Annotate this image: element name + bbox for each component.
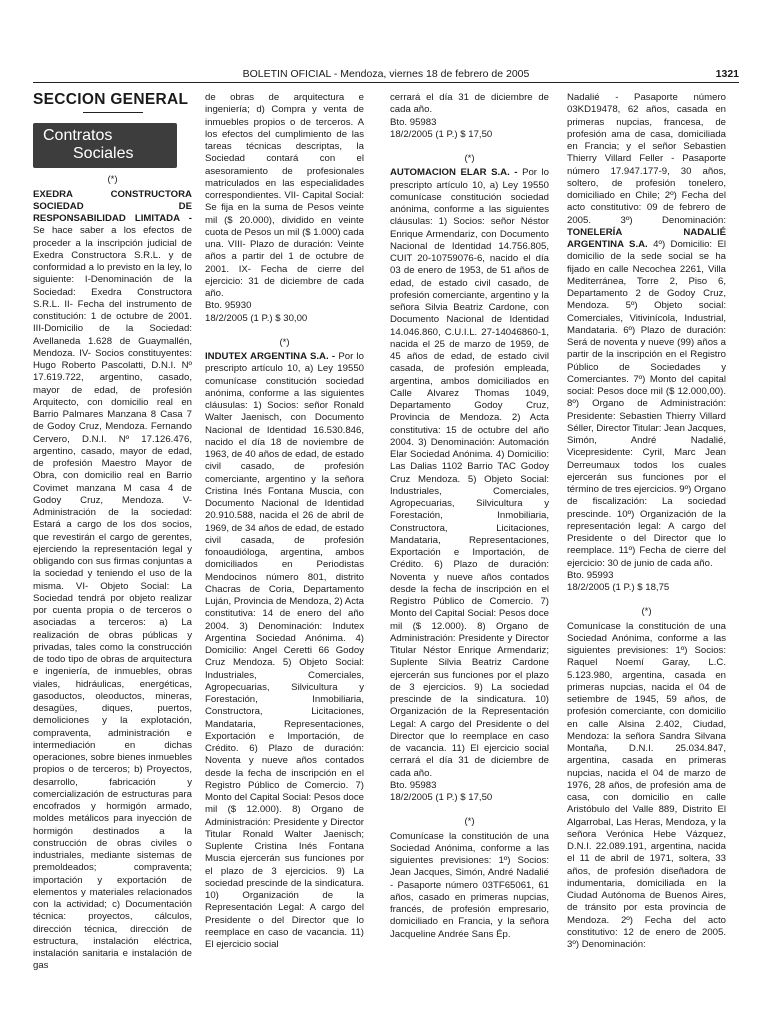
notice-exedra-continued: de obras de arquitectura e ingeniería; d) Compra y venta de inmuebles propios o de terceros. A los efectos del cumplimiento de las tareas técnicas descriptas, la Sociedad contará con el asesoramiento de profesionales matriculados en las especialidades correspondientes. VII- Capital Social: Se fija en la suma de Pesos veinte mil ($ 20.000), dividido en veinte cuota de Pesos un mil ($ 1.000) cada una. VIII- Plazo de duración: Veinte años a partir del 1 de octubre de 2001. IX- Fecha de cierre del ejercicio: 31 de diciembre de cada año. (205, 92, 364, 299)
column-3 (390, 92, 549, 941)
receipt-number: Bto. 95983 (390, 779, 437, 791)
notice-garay: Comunícase la constitución de una Sociedad Anónima, conforme a las siguientes previsiones: 1º) Socios: Raquel Noemí Garay, L.C. 5.123.980, argentina, casada en primeras nupcias, nacida el 04 de setiembre de 1945, 59 años, de profesión comerciante, con domicilio en calle Alsina 2.402, Ciudad, Mendoza: la señora Sandra Silvana Montaña, D.N.I. 25.034.847, argentina, casada en primeras nupcias, nacida el 04 de marzo de 1976, 28 años, de profesión ama de casa, con domicilio en calle Aristóbulo del Valle 889, Distrito El Algarrobal, Las Heras, Mendoza, y la señora Verónica Hebe Vázquez, D.N.I. 22.089.191, argentina, nacida el 11 de abril de 1971, soltera, 33 años, de profesión diseñadora de indumentaria, domiciliada en la Ciudad Autónoma de Buenos Aires, de tránsito por esta provincia de Mendoza. 2º) Fecha del acto constitutivo: 12 de enero de 2005. 3º) Denominación: (567, 620, 726, 950)
receipt-number: Bto. 95983 (390, 116, 437, 128)
notice-toneleria-continued (567, 92, 726, 570)
notice-toneleria-text-b: 4º) Domicilio: El domicilio de la sede social se ha fijado en calle Necochea 2261, Villa Mediterránea, Torre 2, Piso 6, Departamento 2 de Godoy Cruz, Mendoza. 5º) Objeto social: Comerciales, Vitivinícola, Industrial, Mandataria. 6º) Plazo de duración: Será de noventa y nueve (99) años a partir de la inscripción en el Registro Público de Sociedades y Comerciantes. 7º) Monto del capital social: Pesos doce mil ($ 12.000,00). 8º) Organo de Administración: Presidente: Sebastien Thierry Villard Séller, Director Titular: Jean Jacques, Simón, André Nadalié, Vicepresidente: Cyril, Marc Jean Derreumaux todos los cuales ejercerán sus funciones por el término de tres ejercicios. 9º) Organo de fiscalización: La sociedad prescinde. 10º) Organización de la representación legal: A cargo del Presidente o del Director que lo reemplace. 11º) Fecha de cierre del ejercicio: 30 de junio de cada año. (567, 239, 727, 569)
publication-date: 18/2/2005 (1 P.) $ 30,00 (205, 312, 308, 324)
column-2 (205, 92, 364, 951)
notice-toneleria-name: TONELERÍA NADALIÉ ARGENTINA S.A. (567, 226, 726, 250)
section-title: SECCION GENERAL (33, 91, 189, 108)
category-box (33, 123, 177, 168)
notice-automacion (390, 167, 549, 780)
publication-date: 18/2/2005 (1 P.) $ 18,75 (567, 582, 670, 593)
publication-date: 18/2/2005 (1 P.) $ 17,50 (390, 128, 493, 140)
page-number: 1321 (715, 68, 739, 80)
notice-indutex-continued: cerrará el día 31 de diciembre de cada año. (390, 92, 549, 116)
column-4 (567, 92, 726, 951)
section-divider (83, 112, 143, 113)
notice-exedra (33, 189, 192, 973)
publication-date: 18/2/2005 (1 P.) $ 17,50 (390, 792, 493, 803)
category-line-2: Sociales (73, 145, 134, 163)
notice-exedra-title: EXEDRA CONSTRUCTORA SOCIEDAD DE RESPONSABILIDAD LIMITADA - (33, 188, 192, 224)
page-header (33, 68, 739, 82)
receipt-number: Bto. 95930 (205, 300, 252, 312)
notice-automacion-title: AUTOMACION ELAR S.A. - (390, 167, 518, 179)
notice-marker: (*) (107, 174, 118, 186)
bulletin-title: BOLETIN OFICIAL - Mendoza, viernes 18 de febrero de 2005 (242, 68, 530, 80)
notice-automacion-body: Por lo prescripto artículo 10, a) Ley 19550 comunícase constitución sociedad anónima, conforme a las siguientes cláusulas: 1) Socios: señor Néstor Enrique Armendariz, con Documento Nacional de Identidad 14.756.805, CUIT 20-10759076-6, nacido el día 03 de enero de 1953, de 51 años de edad, de estado civil casado, de profesión comerciante, argentino y la señora Silvia Beatriz Cardone, con Documento Nacional de Identidad 14.046.860, C.U.I.L. 27-14046860-1, nacida el 25 de marzo de 1959, de 45 años de edad, de estado civil casada, de profesión empleada, argentina, ambos domiciliados en Calle Alvarez Thomas 1049, Departamento Godoy Cruz, Provincia de Mendoza. 2) Acta constitutiva: 15 de octubre del año 2004. 3) Denominación: Automación Elar Sociedad Anónima. 4) Domicilio: Las Dalias 1102 Barrio TAC Godoy Cruz Mendoza. 5) Objeto Social: Industriales, Comerciales, Agropecuarias, Silvicultura y Forestación, Inmobiliaria, Constructora, Licitaciones, Mandataria, Representaciones, Exportación e Importación, de Crédito. 6) Plazo de duración: Noventa y nueve años contados desde la fecha de inscripción en el Registro Público de Comercio. 7) Monto del Capital Social: Pesos doce mil ($ 12.000). 8) Organo de Administración: Presidente y Director Titular Néstor Enrique Armendariz; Suplente Silvia Beatriz Cardone ejercerán sus funciones por el plazo de 3 ejercicios. 9) La sociedad prescinde de la sindicatura. 10) Organización de la Representación Legal: A cargo del Presidente o del Director que lo reemplace en caso de vacancia. 11) El ejercicio social cerrará el día 31 de diciembre de cada año. (390, 167, 549, 779)
notice-toneleria: Comunícase la constitución de una Sociedad Anónima, conforme a las siguientes previsiones: 1º) Socios: Jean Jacques, Simón, André Nadalié - Pasaporte número 03TF65061, 61 años, casado en primeras nupcias, francés, de profesión empresario, domiciliado en Francia, y la señora Jacqueline Andrée Sans Ép. (390, 830, 549, 940)
column-1 (33, 92, 192, 973)
notice-toneleria-text-a: Nadalié - Pasaporte número 03KD19478, 62 años, casada en primeras nupcias, francesa, de profesión ama de casa, domiciliada en Francia; y el señor Sebastien Thierry Villard Feller - Pasaporte número 17.947.177-9, 30 años, soltero, de profesión tonelero, domiciliado en Chile; 2º) Fecha del acto constitutivo: 09 de febrero de 2005. 3º) Denominación: (567, 92, 726, 226)
header-divider (33, 82, 739, 83)
notice-exedra-body: Se hace saber a los efectos de proceder a la inscripción judicial de Exedra Constructora S.R.L. y de conformidad a lo previsto en la ley, lo siguiente: I-Denominación de la Sociedad: Exedra Constructora S.R.L. II- Fecha del instrumento de constitución: 1 de octubre de 2001. III-Domicilio de la Sociedad: Avellaneda 1.628 de Guaymallén, Mendoza. IV- Socios constituyentes: Hugo Roberto Pascolatti, D.N.I. Nº 17.619.722, argentino, casado, mayor de edad, de profesión Arquitecto, con domicilio real en Barrio Palmares Manzana 8 Casa 7 de Godoy Cruz, Mendoza. Fernando Cervero, D.N.I. Nº 17.126.476, argentino, casado, mayor de edad, de profesión Maestro Mayor de Obra, con domicilio real en Barrio Covimet manzana M casa 4 de Godoy Cruz, Mendoza. V- Administración de la sociedad: Estará a cargo de los dos socios, que revestirán el cargo de gerentes, ejerciendo la representación legal y obligando con sus firmas conjuntas a la sociedad y teniendo el uso de la misma. VI- Objeto Social: La Sociedad tendrá por objeto realizar por cuenta propia o de terceros o asociadas a terceros: a) La realización de obras públicas y privadas, tales como la construcción de todo tipo de obras de arquitectura e ingeniería, de inmuebles, obras viales, hidráulicas, energéticas, gasoductos, oleoductos, mineras, desagües, diques, puertos, demoliciones y la explotación, compraventa, administración e intermediación en dichas operaciones, sobre bienes inmuebles propios o de terceros; b) Proyectos, desarrollo, fabricación y comercialización de estructuras para encofrados y hormigón armado, moldes metálicos para inyección de hormigón destinados a la construcción de obras civiles o industriales, mediante sistemas de premoldeados; compraventa; importación y exportación de elementos y materiales relacionados con la actividad; c) Documentación técnica: proyectos, cálculos, dirección técnica, dirección de estructura, instalación eléctrica, instalación sanitaria e instalación de gas (33, 225, 192, 972)
notice-marker: (*) (464, 816, 475, 828)
notice-marker: (*) (279, 336, 290, 348)
notice-indutex-title: INDUTEX ARGENTINA S.A. - (205, 351, 336, 362)
category-line-1: Contratos (43, 127, 113, 145)
notice-marker: (*) (641, 606, 652, 618)
receipt-number: Bto. 95993 (567, 569, 614, 581)
notice-indutex-body: Por lo prescripto artículo 10, a) Ley 19550 comunícase constitución sociedad anónima, conforme a las siguientes cláusulas: 1) Socios: señor Ronald Walter Jaenisch, con Documento Nacional de Identidad 16.530.846, nacido el día 18 de noviembre de 1963, de 40 años de edad, de estado civil casado, de profesión comerciante, argentino y la señora Cristina Inés Fontana Muscia, con Documento Nacional de Identidad 20.910.588, nacida el 26 de abril de 1969, de 34 años de edad, de estado civil casada, de profesión fonoaudióloga, argentina, ambos domiciliados en Periodistas Mendocinos número 801, distrito Chacras de Coria, Departamento Luján, Provincia de Mendoza, 2) Acta constitutiva: 14 de enero del año 2004. 3) Denominación: Indutex Argentina Sociedad Anónima. 4) Domicilio: Angel Ceretti 66 Godoy Cruz Mendoza. 5) Objeto Social: Industriales, Comerciales, Agropecuarias, Silvicultura y Forestación, Inmobiliaria, Constructora, Licitaciones, Mandataria, Representaciones, Exportación e Importación, de Crédito. 6) Plazo de duración: Noventa y nueve años contados desde la fecha de inscripción en el Registro Público de Comercio. 7) Monto del Capital Social: Pesos doce mil ($ 12.000). 8) Organo de Administración: Presidente y Director Titular Ronald Walter Jaenisch; Suplente Cristina Inés Fontana Muscia ejercerán sus funciones por el plazo de 3 ejercicios. 9) La sociedad prescinde de la sindicatura. 10) Organización de la Representación Legal: A cargo del Presidente o del Director que lo reemplace en caso de vacancia. 11) El ejercicio social (205, 351, 365, 950)
notice-indutex (205, 351, 364, 951)
notice-marker: (*) (464, 153, 475, 164)
